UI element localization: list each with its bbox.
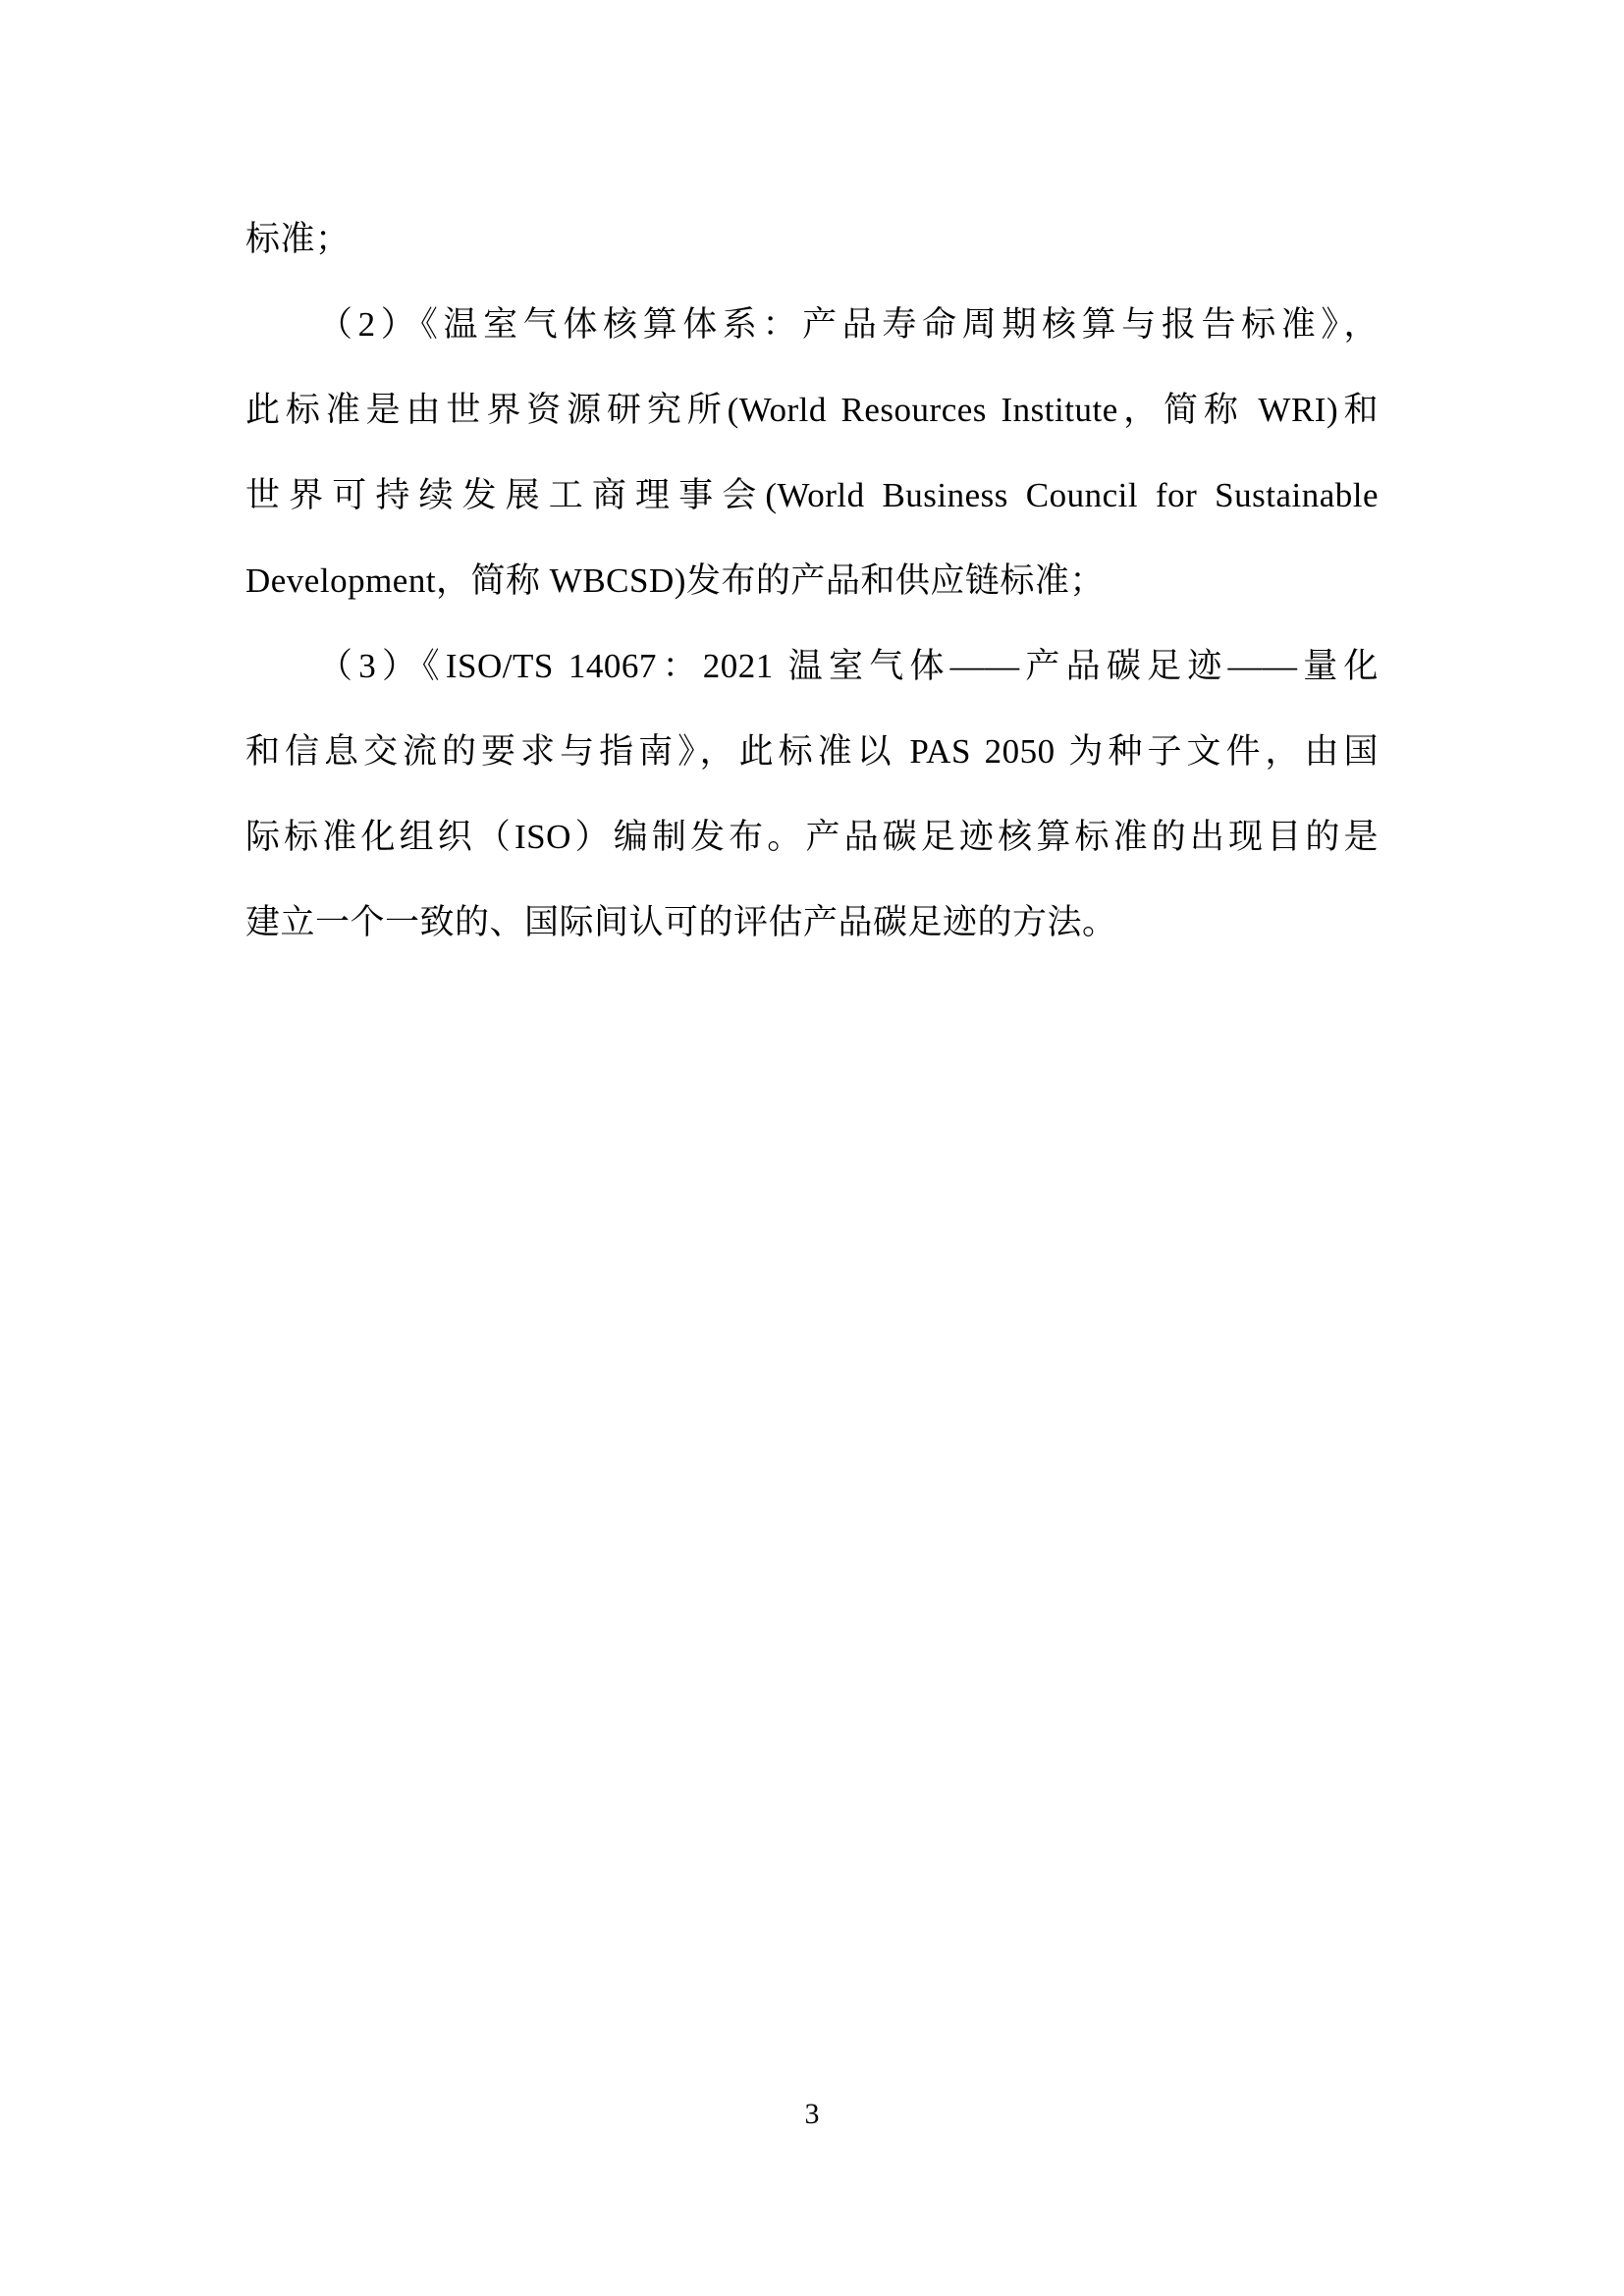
page-footer xyxy=(0,2097,1624,2132)
text-line: 建立一个一致的、国际间认可的评估产品碳足迹的方法。 xyxy=(245,903,1117,941)
text-line: 际标准化组织（ISO）编制发布。产品碳足迹核算标准的出现目的是 xyxy=(245,818,1379,856)
document-text xyxy=(245,196,1379,965)
text-line: 此标准是由世界资源研究所(World Resources Institute，简称 WRI)和 xyxy=(245,391,1379,429)
text-line: 和信息交流的要求与指南》，此标准以 PAS 2050 为种子文件，由国 xyxy=(245,732,1379,771)
page-number: 3 xyxy=(804,2098,820,2130)
text-line: （3）《ISO/TS 14067：2021 温室气体——产品碳足迹——量化 xyxy=(318,647,1379,685)
text-line: 标准； xyxy=(245,220,351,258)
text-line: 世界可持续发展工商理事会(World Business Council for Sustainable xyxy=(245,476,1379,514)
text-line: （2）《温室气体核算体系：产品寿命周期核算与报告标准》， xyxy=(318,305,1379,344)
text-line: Development，简称 WBCSD)发布的产品和供应链标准； xyxy=(245,561,1105,600)
